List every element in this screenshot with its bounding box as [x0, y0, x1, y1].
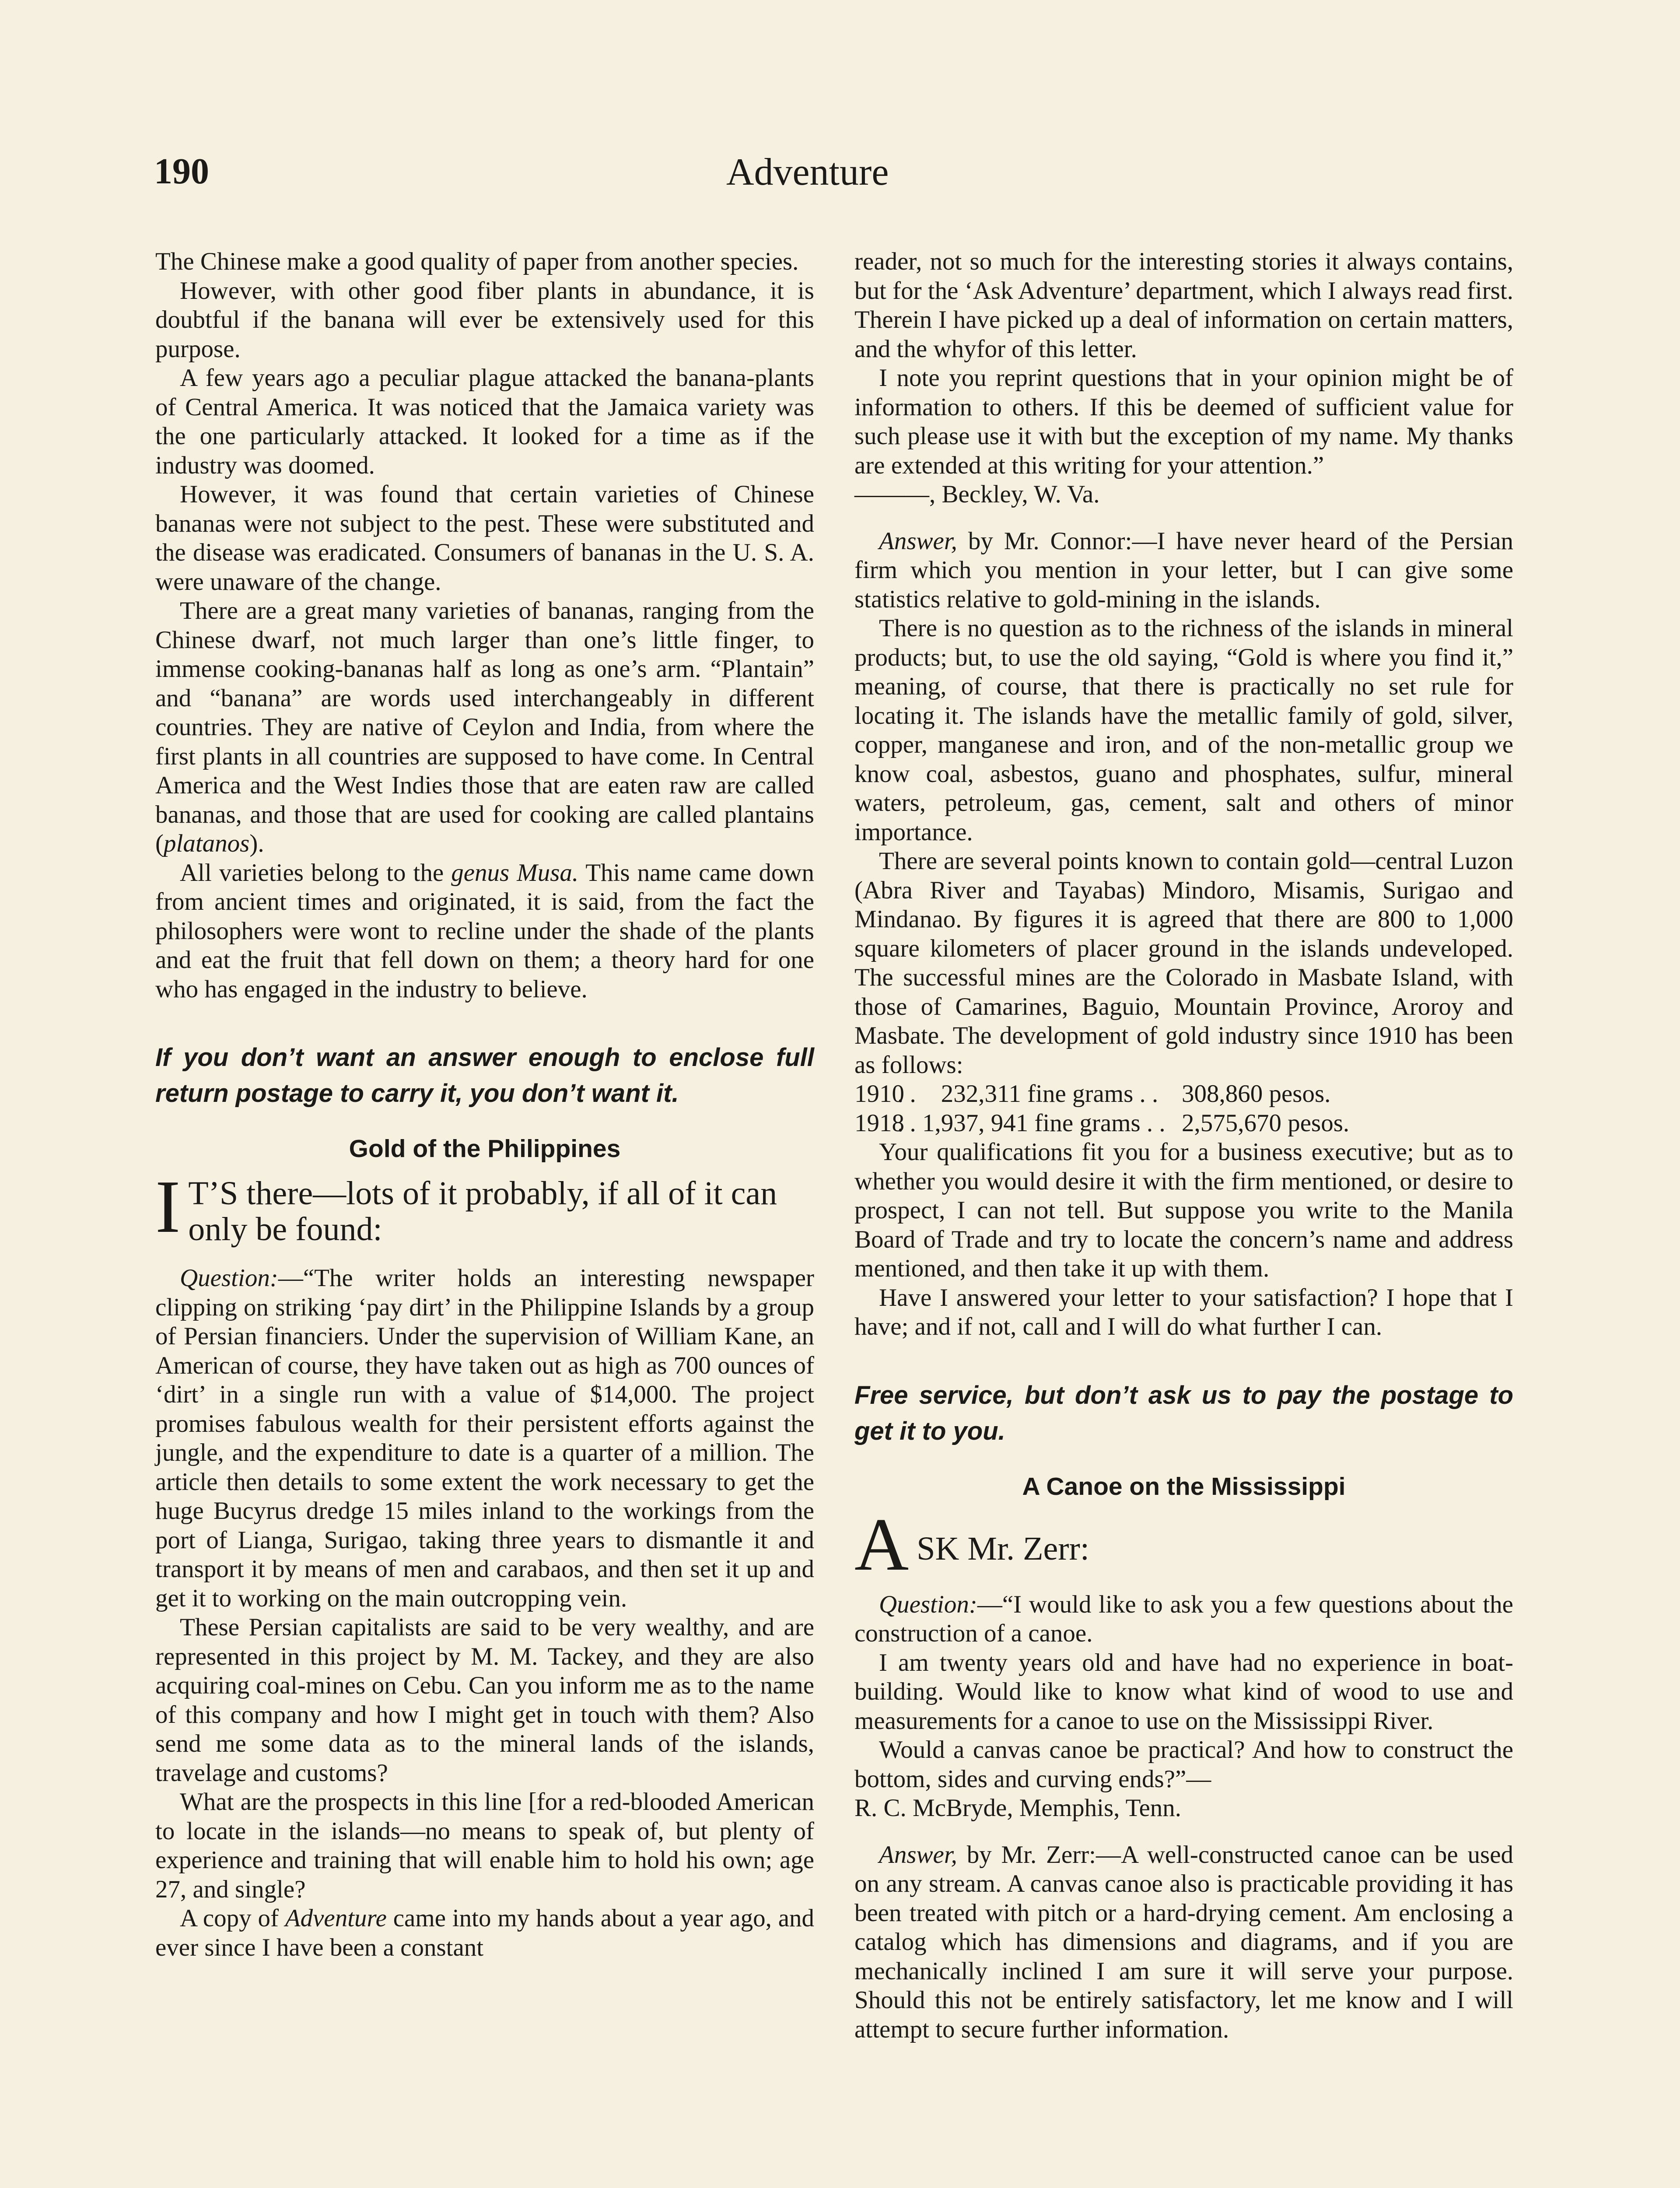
left-column: [155, 247, 814, 1962]
paragraph: Have I answered your letter to your satisfaction? I hope that I have; and if not, call and I will do what further I can.: [854, 1283, 1513, 1340]
pesos-cell: 2,575,670 pesos.: [1182, 1109, 1350, 1137]
lead-paragraph: [854, 1503, 1513, 1586]
year-cell: 1910: [854, 1080, 904, 1108]
paragraph: I note you reprint questions that in your opinion might be of information to others. If this be deemed of sufficient value for such please use it with but the exception of my name. My thanks are extended at this writing for your attention.”: [854, 364, 1513, 479]
signature: ———, Beckley, W. Va.: [854, 480, 1100, 508]
question-paragraph: [854, 1590, 1513, 1648]
answer-label: Answer,: [879, 1841, 957, 1869]
lead-text: SK Mr. Zerr:: [917, 1530, 1089, 1567]
paragraph: [155, 1904, 814, 1962]
table-row: [854, 1080, 1513, 1109]
gold-figures-table: [854, 1080, 1513, 1138]
paragraph: However, it was found that certain varieties of Chinese bananas were not subject to the pest. These were substituted and the disease was eradicated. Consumers of bananas in the U. S. A. were unaware of the change.: [155, 480, 814, 596]
text-run: There are a great many varieties of bananas, ranging from the Chinese dwarf, not much larger than one’s little finger, to immense cooking-bananas half as long as one’s arm. “Plantain” and “banana” are words used interchangeably in different countries. They are native of Ceylon and India, from where the first plants in all countries are supposed to have come. In Central America and the West Indies those that are eaten raw are called bananas, and those that are used for cooking are called plantains (: [155, 597, 814, 857]
answer-label: Answer,: [879, 527, 957, 555]
italic-term: platanos: [163, 830, 250, 857]
paragraph: These Persian capitalists are said to be very wealthy, and are represented in this project by M. M. Tackey, and they are also acquiring coal-mines on Cebu. Can you inform me as to the name of this company and how I might get in touch with them? Also send me some data as to the mineral lands of the islands, travelage and customs?: [155, 1613, 814, 1787]
drop-cap: A: [854, 1503, 909, 1586]
paragraph: [155, 859, 814, 1004]
pesos-cell: 308,860 pesos.: [1182, 1080, 1331, 1108]
paragraph: A few years ago a peculiar plague attacked the banana-plants of Central America. It was noticed that the Jamaica variety was the one particularly attacked. It looked for a time as if the industry was doomed.: [155, 364, 814, 479]
paragraph: Would a canvas canoe be practical? And how to construct the bottom, sides and curving ends?”—: [854, 1736, 1513, 1793]
question-label: Question:: [879, 1590, 977, 1618]
answer-paragraph: [854, 1841, 1513, 2044]
table-row: [854, 1109, 1513, 1138]
text-run: came into my hands about a year ago, and ever since I have been a constant: [155, 1904, 814, 1961]
question-label: Question:: [180, 1264, 278, 1292]
right-column: [854, 247, 1513, 2044]
lead-text: T’S there—lots of it probably, if all of it can only be found:: [188, 1175, 777, 1248]
signature: R. C. McBryde, Memphis, Tenn.: [854, 1794, 1182, 1822]
text-run: by Mr. Zerr:—A well-constructed canoe can be used on any stream. A canvas canoe also is practicable providing it has been treated with pitch or a hard-drying cement. Am enclosing a catalog which has dimensions and diagrams, and if you are mechanically inclined I am sure it will serve your purpose. Should this not be entirely satisfactory, let me know and I will attempt to secure further information.: [854, 1841, 1513, 2043]
drop-cap: I: [155, 1165, 181, 1248]
postage-notice: If you don’t want an answer enough to enclose full return postage to carry it, you don’t want it.: [155, 1043, 814, 1108]
text-run: This name came down from ancient times and originated, it is said, from the fact the philosophers were wont to recline under the shade of the plants and eat the fruit that fell down on them; a theory hard for one who has engaged in the industry to believe.: [155, 859, 815, 1003]
italic-term: genus Musa.: [451, 859, 579, 887]
paragraph: However, with other good fiber plants in abundance, it is doubtful if the banana will ever be extensively used for this purpose.: [155, 277, 814, 363]
text-run: —“The writer holds an interesting newspaper clipping on striking ‘pay dirt’ in the Philippine Islands by a group of Persian financiers. Under the supervision of William Kane, an American of course, they have taken out as high as 700 ounces of ‘dirt’ in a single run with a value of $14,000. The project promises fabulous wealth for their persistent efforts against the jungle, and the expenditure to date is a quarter of a million. The article then details to some extent the work necessary to get the huge Bucyrus dredge 15 miles inland to the workings from the port of Lianga, Surigao, taking three years to dismantle it and transport it by means of men and carabaos, and then set it up and get it to working on the main outcropping vein.: [155, 1264, 814, 1612]
page-number: 190: [154, 151, 209, 192]
paragraph: There are several points known to contain gold—central Luzon (Abra River and Tayabas) Mindoro, Misamis, Surigao and Mindanao. By figures it is agreed that there are 800 to 1,000 square kilometers of placer ground in the islands undeveloped. The successful mines are the Colorado in Masbate Island, with those of Camarines, Baguio, Mountain Province, Aroroy and Masbate. The development of gold industry since 1910 has been as follows:: [854, 847, 1513, 1079]
paragraph: [155, 596, 814, 859]
grams-cell: . . 232,311 fine grams . .: [897, 1080, 1158, 1108]
paragraph: reader, not so much for the interesting stories it always contains, but for the ‘Ask Adventure’ department, which I always read first. Therein I have picked up a deal of information on certain matters, and the whyfor of this letter.: [854, 248, 1513, 363]
paragraph: There is no question as to the richness of the islands in mineral products; but, to use the old saying, “Gold is where you find it,” meaning, of course, that there is practically no set rule for locating it. The islands have the metallic family of gold, silver, copper, manganese and iron, and of the non-metallic group we know coal, asbestos, guano and phosphates, sulfur, mineral waters, petroleum, gas, cement, salt and others of minor importance.: [854, 614, 1513, 846]
paragraph: What are the prospects in this line [for a red-blooded American to locate in the islands—no means to speak of, but plenty of experience and training that will enable him to hold his own; age 27, and single?: [155, 1788, 814, 1903]
free-service-notice: Free service, but don’t ask us to pay the postage to get it to you.: [854, 1381, 1513, 1445]
text-run: ).: [249, 830, 264, 857]
question-paragraph: [155, 1264, 814, 1613]
text-run: A copy of: [180, 1904, 285, 1932]
italic-title: Adventure: [285, 1904, 387, 1932]
answer-paragraph: [854, 527, 1513, 614]
section-heading: Gold of the Philippines: [349, 1135, 621, 1163]
lead-paragraph: [155, 1165, 814, 1248]
text-run: by Mr. Connor:—I have never heard of the Persian firm which you mention in your letter, but I can give some statistics relative to gold-mining in the islands.: [854, 527, 1513, 613]
paragraph: Your qualifications fit you for a business executive; but as to whether you would desire it with the firm mentioned, or desire to prospect, I can not tell. But suppose you write to the Manila Board of Trade and try to locate the concern’s name and address mentioned, and then take it up with them.: [854, 1138, 1513, 1282]
magazine-title: Adventure: [726, 151, 889, 193]
year-cell: 1918: [854, 1109, 904, 1137]
text-run: —“I would like to ask you a few questions about the construction of a canoe.: [854, 1590, 1513, 1647]
paragraph: The Chinese make a good quality of paper from another species.: [155, 248, 799, 275]
grams-cell: . . 1,937, 941 fine grams . .: [897, 1109, 1166, 1137]
text-run: All varieties belong to the: [180, 859, 452, 887]
section-heading: A Canoe on the Mississippi: [1022, 1472, 1346, 1501]
paragraph: I am twenty years old and have had no experience in boat-building. Would like to know what kind of wood to use and measurements for a canoe to use on the Mississippi River.: [854, 1648, 1513, 1735]
